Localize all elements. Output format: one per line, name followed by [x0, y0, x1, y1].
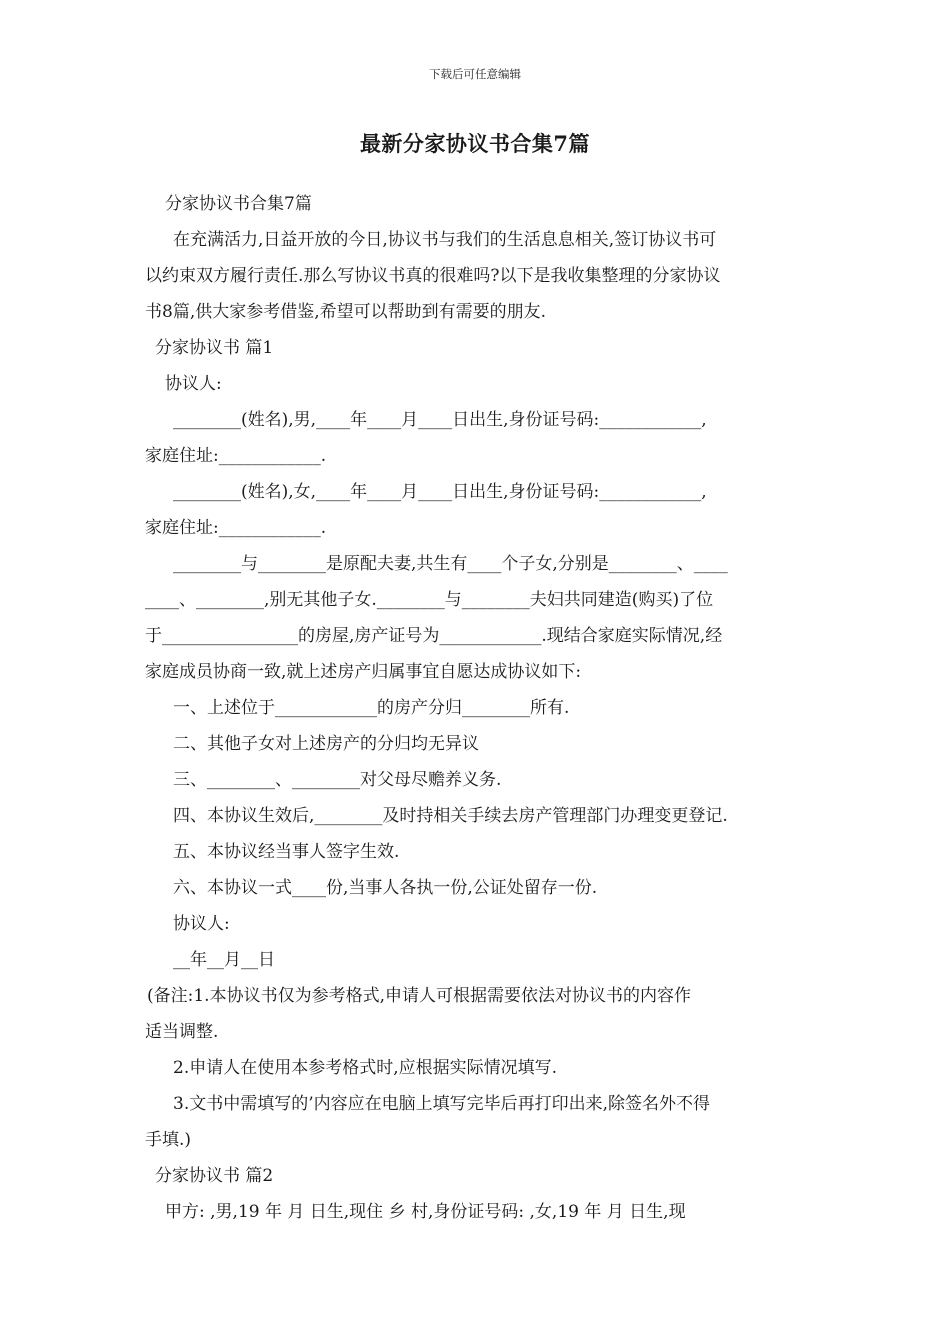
clause-line: 一、上述位于____________的房产分归________所有. — [173, 698, 570, 718]
date-line: __年__月__日 — [173, 950, 275, 970]
clause-line: 三、________、________对父母尽赡养义务. — [173, 770, 502, 790]
paragraph-line: 以约束双方履行责任.那么写协议书真的很难吗?以下是我收集整理的分家协议 — [145, 266, 721, 286]
clause-line: 四、本协议生效后,________及时持相关手续去房产管理部门办理变更登记. — [173, 806, 728, 826]
clause-line: 二、其他子女对上述房产的分归均无异议 — [173, 734, 479, 754]
paragraph-line: ________(姓名),女,____年____月____日出生,身份证号码:____________, — [173, 482, 707, 502]
subtitle-line: 分家协议书合集7篇 — [165, 194, 312, 214]
paragraph-line: 家庭住址:____________. — [145, 446, 327, 466]
section-heading: 分家协议书 篇2 — [155, 1166, 274, 1186]
clause-line: 六、本协议一式____份,当事人各执一份,公证处留存一份. — [173, 878, 598, 898]
paragraph-line: 协议人: — [165, 374, 222, 394]
paragraph-line: ________(姓名),男,____年____月____日出生,身份证号码:____________, — [173, 410, 707, 430]
paragraph-line: 在充满活力,日益开放的今日,协议书与我们的生活息息相关,签订协议书可 — [173, 230, 717, 250]
note-line: 手填.) — [145, 1130, 192, 1150]
paragraph-line: 书8篇,供大家参考借鉴,希望可以帮助到有需要的朋友. — [145, 302, 547, 322]
paragraph-line: ____、________,别无其他子女.________与________夫妇共同建造(购买)了位 — [145, 590, 714, 610]
header-note: 下载后可任意编辑 — [429, 67, 521, 81]
note-line: (备注:1.本协议书仅为参考格式,申请人可根据需要依法对协议书的内容作 — [147, 986, 691, 1006]
paragraph-line: 于________________的房屋,房产证号为____________.现结合家庭实际情况,经 — [145, 626, 723, 646]
paragraph-line: 家庭住址:____________. — [145, 518, 327, 538]
paragraph-line: 家庭成员协商一致,就上述房产归属事宜自愿达成协议如下: — [145, 662, 582, 682]
paragraph-line: 甲方: ,男,19 年 月 日生,现住 乡 村,身份证号码: ,女,19 年 月 日生,现 — [165, 1202, 686, 1222]
section-heading: 分家协议书 篇1 — [155, 338, 274, 358]
note-line: 适当调整. — [145, 1022, 219, 1042]
paragraph-line: ________与________是原配夫妻,共生有____个子女,分别是________、____ — [173, 554, 728, 574]
signature-line: 协议人: — [173, 914, 230, 934]
note-line: 2.申请人在使用本参考格式时,应根据实际情况填写. — [173, 1058, 558, 1078]
document-title: 最新分家协议书合集7篇 — [359, 131, 591, 156]
note-line: 3.文书中需填写的’内容应在电脑上填写完毕后再打印出来,除签名外不得 — [173, 1094, 711, 1114]
clause-line: 五、本协议经当事人签字生效. — [173, 842, 400, 862]
document-body — [145, 186, 810, 1230]
